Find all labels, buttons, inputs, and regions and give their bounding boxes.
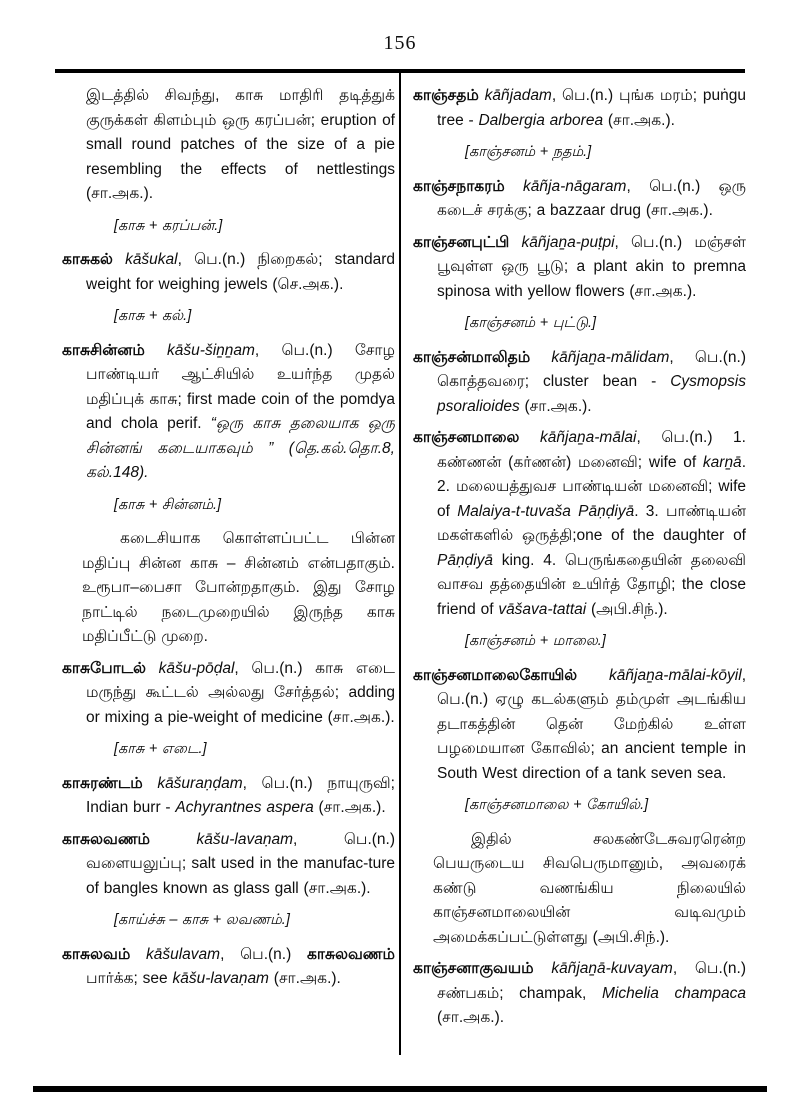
- etymology-line: [காஞ்சனம் + நதம்.]: [465, 144, 592, 160]
- transliteration: kāšu-šiṉṉam: [167, 341, 255, 359]
- etymology-line: [காசு + சின்னம்.]: [114, 496, 222, 513]
- italic-term: karṉā: [702, 453, 742, 471]
- etymology-line: [காஞ்சனம் + மாலை.]: [465, 633, 606, 649]
- definition-text: , பெ.(n.) ஏழு கடல்களும் தம்முள் அடங்கிய தடாகத்தின் தென் மேற்கில் உள்ள பழமையான கோவில்; an ancient temple in South West direction of a tank seven sea.: [437, 666, 746, 782]
- etymology-line: [காஞ்சனமாலை + கோயில்.]: [465, 797, 649, 813]
- italic-term: Dalbergia arborea: [478, 111, 604, 129]
- headword: காஞ்சனாகுவயம்: [413, 960, 552, 977]
- transliteration: kāñjaṉā-kuvayam: [551, 960, 673, 977]
- definition-text: இதில் சலகண்டேசுவரரென்ற பெயருடைய சிவபெருமானும், அவரைக் கண்டு வணங்கிய நிலையில் காஞ்சனமாலையின் வடிவமும் அமைக்கப்பட்டுள்ளது (அபி.சிந்.).: [433, 830, 746, 946]
- etymology-line: [காசு + எடை.]: [114, 741, 207, 757]
- headword: காசுபோடல்: [62, 659, 159, 677]
- italic-term: Michelia champaca: [601, 984, 746, 1002]
- page-number: 156: [383, 32, 417, 54]
- italic-term: “ஒரு காசு தலையாக ஒரு சின்னங் கடையாகவும் ” (தெ.கல்.தொ.8, கல்.148).: [86, 415, 396, 481]
- column-divider: [399, 69, 401, 1055]
- definition-text: (சா.அக.).: [268, 970, 341, 987]
- note-paragraph: [413, 828, 746, 951]
- definition-text: , பெ.(n.) நிறைகல்; standard weight for weighing jewels (செ.அக.).: [86, 251, 395, 293]
- definition-text: பார்க்க; see: [86, 970, 173, 987]
- etymology-line: [காய்ச்சு – காசு + லவணம்.]: [114, 912, 290, 928]
- transliteration: kāñjadam: [484, 87, 552, 104]
- definition-text: , பெ.(n.) சண்பகம்; champak,: [437, 960, 746, 1002]
- headword: காசுரண்டம்: [62, 774, 158, 792]
- definition-text: , பெ.(n.) ஒரு கடைச் சரக்கு; a bazzaar drug (சா.அக.).: [437, 177, 746, 219]
- headword: காஞ்சன்மாலிதம்: [413, 348, 552, 366]
- headword: காஞ்சனமாலை: [413, 429, 540, 446]
- left-column: [62, 84, 395, 999]
- definition-text: , பெ.(n.) கொத்தவரை; cluster bean -: [437, 348, 746, 390]
- etymology-line: [காசு + கரப்பன்.]: [114, 217, 223, 234]
- transliteration: kāñjaṉa-mālai-kōyil: [609, 666, 742, 684]
- note-paragraph: [62, 527, 395, 650]
- definition-text: , பெ.(n.) நாயுருவி; Indian burr -: [86, 774, 395, 816]
- dictionary-entry: [413, 231, 746, 305]
- headword: காஞ்சநாகரம்: [413, 177, 524, 195]
- etymology-line: [காஞ்சனம் + புட்டு.]: [465, 315, 597, 331]
- definition-text: , பெ.(n.) சோழ பாண்டியர் ஆட்சியில் உயர்ந்த முதல் மதிப்புக் காசு; first made coin of the pomdya and chola perif.: [86, 341, 396, 432]
- dictionary-entry: [413, 346, 746, 420]
- transliteration: kāšu-pōḍal: [158, 659, 235, 677]
- headword: காஞ்சனமாலைகோயில்: [413, 666, 610, 684]
- dictionary-entry: [62, 772, 395, 821]
- dictionary-entry: [413, 84, 746, 133]
- italic-term: Pāṇḍiyā: [437, 551, 494, 569]
- transliteration: kāñjaṉa-mālai: [539, 429, 637, 446]
- transliteration: kāšu-lavaṇam: [196, 830, 294, 848]
- definition-text: , பெ.(n.) காசு எடை மருந்து கூட்டல் அல்லது சேர்த்தல்; adding or mixing a pie-weight of medicine (சா.அக.).: [86, 659, 395, 726]
- headword: காசுசின்னம்: [62, 341, 168, 359]
- headword: காசுலவணம்: [62, 830, 197, 848]
- italic-term: Cysmopsis psoralioides: [437, 373, 746, 415]
- dictionary-entry: [413, 664, 746, 787]
- definition-text: இடத்தில் சிவந்து, காசு மாதிரி தடித்துக் குருக்கள் கிளம்பும் ஒரு கரப்பன்; eruption of small round patches of the size of a pie resembling the effects of nettlestings (சா.அக.).: [86, 87, 395, 202]
- dictionary-entry: [62, 943, 395, 992]
- definition-text: , பெ.(n.): [220, 945, 307, 963]
- bottom-rule: [33, 1086, 767, 1092]
- transliteration: kāñjaṉa-mālidam: [551, 348, 670, 366]
- bold-reference: காசுலவணம்: [306, 945, 395, 963]
- definition-text: , பெ.(n.) மஞ்சள் பூவுள்ள ஒரு பூடு; a plant akin to premna spinosa with yellow flowers (சா.அக.).: [437, 233, 747, 300]
- definition-text: (சா.அக.).: [313, 799, 386, 816]
- entry-continuation: [62, 84, 395, 207]
- headword: காசுகல்: [62, 251, 126, 268]
- definition-text: , பெ.(n.) புங்க மரம்; puṅgu tree -: [437, 87, 746, 129]
- headword: காஞ்சனபுட்பி: [413, 233, 522, 251]
- transliteration: kāšukal: [125, 251, 178, 268]
- italic-term: Achyrantnes aspera: [175, 799, 314, 816]
- definition-text: (சா.அக.).: [603, 111, 675, 129]
- definition-text: (சா.அக.).: [519, 397, 592, 415]
- headword: காசுலவம்: [62, 945, 146, 963]
- definition-text: , பெ.(n.) 1. கண்ணன் (கர்ணன்) மனைவி; wife of: [437, 429, 746, 471]
- dictionary-entry: [62, 248, 395, 297]
- etymology-line: [காசு + கல்.]: [114, 308, 192, 324]
- definition-text: கடைசியாக கொள்ளப்பட்ட பின்ன மதிப்பு சின்ன காசு – சின்னம் என்பதாகும். உரூபா–பைசா போன்றதாகும். இது சோழ நாட்டில் நடைமுறையில் இருந்த காசு மதிப்பீட்டு முறை.: [82, 530, 395, 645]
- dictionary-entry: [413, 175, 746, 224]
- transliteration: kāñjaṉa-puṭpi: [521, 233, 615, 251]
- transliteration: kāšulavam: [146, 945, 221, 963]
- right-column: [413, 84, 746, 1038]
- dictionary-entry: [62, 339, 395, 486]
- dictionary-entry: [413, 957, 746, 1031]
- definition-text: , பெ.(n.) வளையலுப்பு; salt used in the manufac-ture of bangles known as glass gall (சா.அக.).: [86, 830, 395, 897]
- transliteration: kāñja-nāgaram: [523, 177, 627, 195]
- italic-term: kāšu-lavaṇam: [172, 970, 269, 987]
- dictionary-entry: [62, 657, 395, 731]
- transliteration: kāšuraṇḍam: [157, 774, 243, 792]
- dictionary-entry: [413, 426, 746, 622]
- definition-text: (அபி.சிந்.).: [586, 600, 668, 618]
- definition-text: (சா.அக.).: [437, 1009, 505, 1026]
- definition-text: . 2. மலையத்துவச பாண்டியன் மனைவி; wife of: [437, 453, 746, 520]
- italic-term: Malaiya-t-tuvaša Pāṇḍiyā: [457, 502, 635, 520]
- dictionary-entry: [62, 828, 395, 902]
- headword: காஞ்சதம்: [413, 87, 485, 104]
- italic-term: vāšava-tattai: [498, 600, 587, 618]
- definition-text: . 3. பாண்டியன் மகள்களில் ஒருத்தி;one of the daughter of: [437, 502, 746, 544]
- definition-text: king. 4. பெருங்கதையின் தலைவி வாசவ தத்தையின் உயிர்த் தோழி; the close friend of: [437, 551, 746, 618]
